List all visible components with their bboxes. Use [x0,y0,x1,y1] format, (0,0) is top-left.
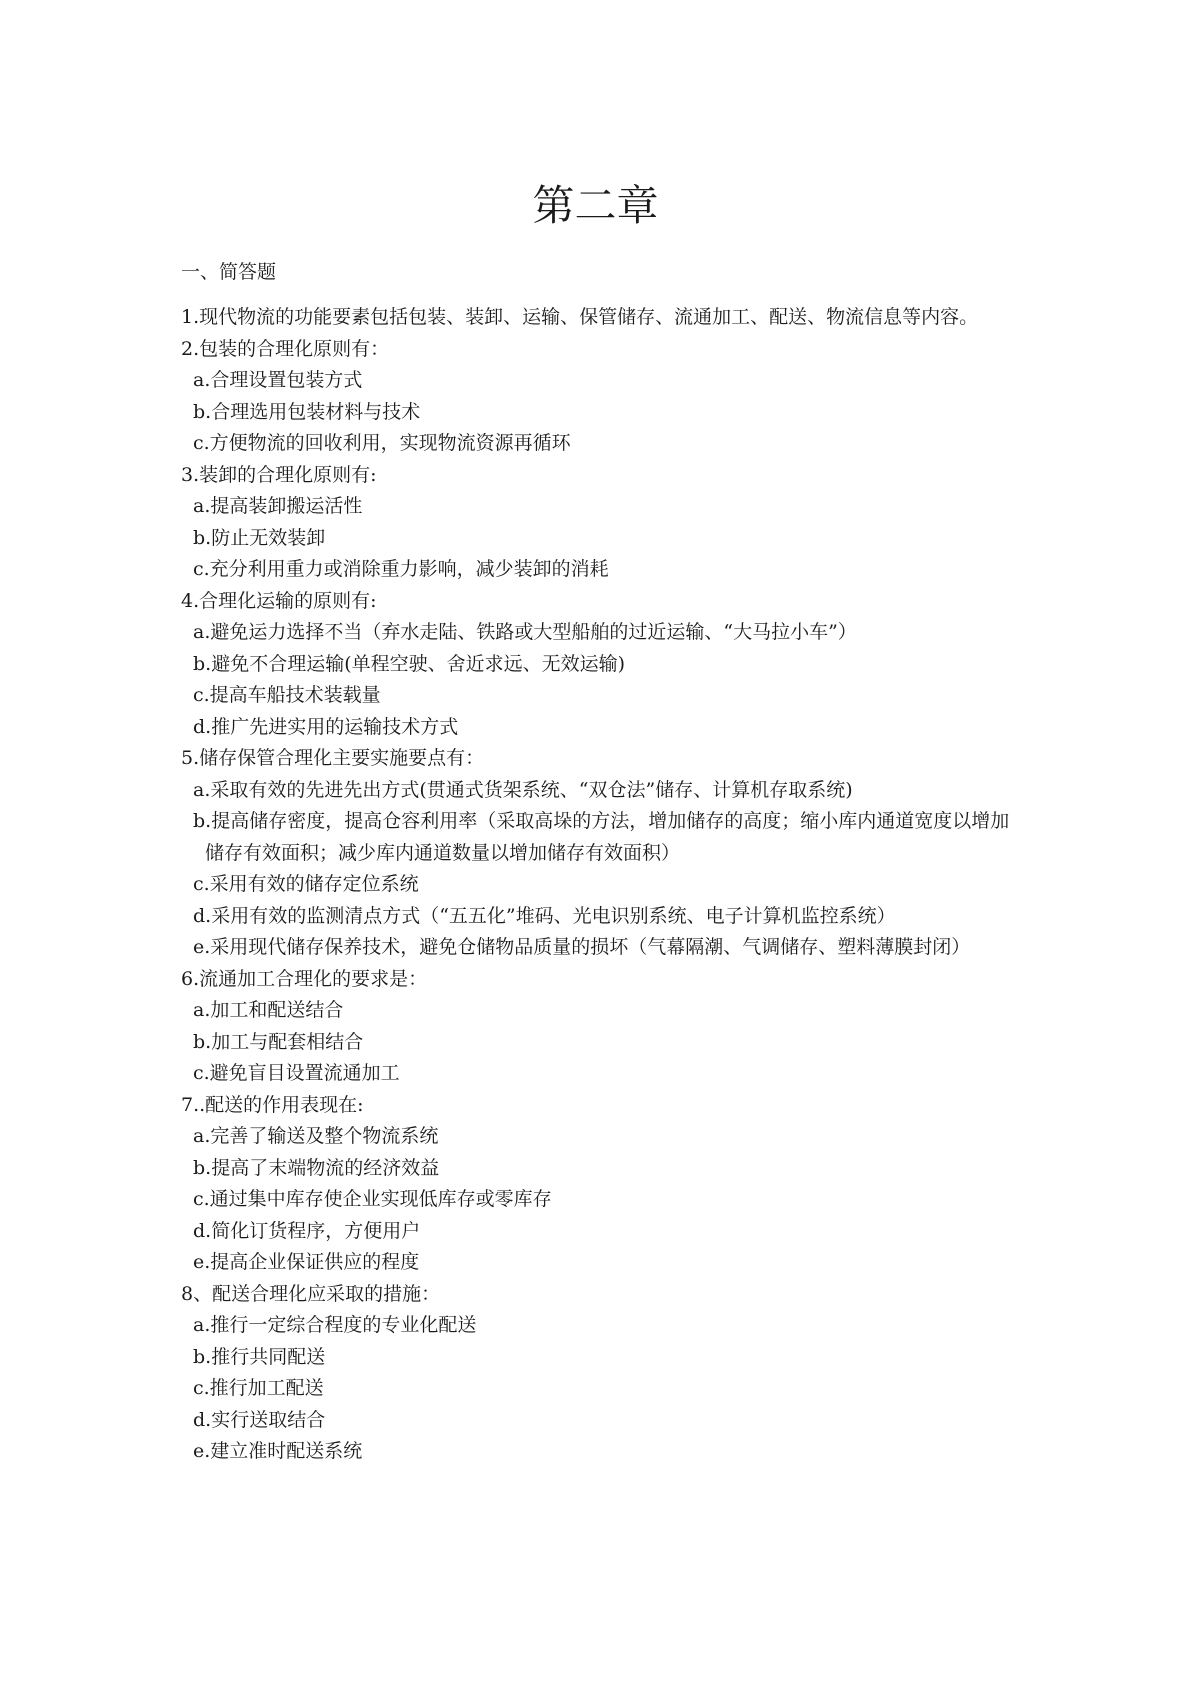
answer-item: b.提高储存密度，提高仓容利用率（采取高垛的方法，增加储存的高度；缩小库内通道宽度以增加储存有效面积；减少库内通道数量以增加储存有效面积） [193,810,1010,864]
answer-item: a.避免运力选择不当（弃水走陆、铁路或大型船舶的过近运输、“大马拉小车”） [193,621,857,643]
chapter-title: 第二章 [532,181,659,230]
answer-item: d.推广先进实用的运输技术方式 [193,715,459,738]
answer-item: d.实行送取结合 [193,1408,326,1431]
answer-item: b.避免不合理运输(单程空驶、舍近求远、无效运输) [193,652,626,675]
answer-item: a.采取有效的先进先出方式(贯通式货架系统、“双仓法”储存、计算机存取系统) [193,778,853,801]
answer-item: e.采用现代储存保养技术，避免仓储物品质量的损坏（气幕隔潮、气调储存、塑料薄膜封闭） [193,936,971,958]
question-title: 3.装卸的合理化原则有: [181,463,377,486]
section-heading: 一、简答题 [181,261,277,283]
answer-item: b.推行共同配送 [193,1345,326,1368]
answer-item: c.推行加工配送 [193,1377,324,1399]
answer-item: c.提高车船技术装载量 [193,684,381,706]
answer-item: b.防止无效装卸 [193,526,326,549]
answer-item: d.简化订货程序，方便用户 [193,1219,421,1242]
answer-item: a.加工和配送结合 [193,999,344,1021]
question-title: 6.流通加工合理化的要求是： [181,967,428,990]
answer-item: c.充分利用重力或消除重力影响，减少装卸的消耗 [193,558,609,580]
answer-item: c.方便物流的回收利用，实现物流资源再循环 [193,432,571,454]
answer-item: b.合理选用包装材料与技术 [193,400,421,423]
question-list [181,302,1021,1468]
answer-item: b.提高了末端物流的经济效益 [193,1156,440,1179]
answer-item: a.提高装卸搬运活性 [193,495,363,517]
answer-item: b.加工与配套相结合 [193,1030,364,1053]
question-title: 4.合理化运输的原则有: [181,589,377,612]
answer-item: c.采用有效的储存定位系统 [193,873,419,895]
answer-item: e.提高企业保证供应的程度 [193,1251,420,1273]
question-title: 5.储存保管合理化主要实施要点有： [181,747,485,769]
answer-item: c.通过集中库存使企业实现低库存或零库存 [193,1188,552,1210]
answer-item: a.推行一定综合程度的专业化配送 [193,1314,477,1336]
answer-item: d.采用有效的监测清点方式（“五五化”堆码、光电识别系统、电子计算机监控系统） [193,904,896,927]
answer-item: a.合理设置包装方式 [193,369,363,391]
answer-item: a.完善了输送及整个物流系统 [193,1125,439,1147]
question-title: 1.现代物流的功能要素包括包装、装卸、运输、保管储存、流通加工、配送、物流信息等内容。 [181,306,979,328]
question-title: 7..配送的作用表现在: [181,1093,364,1116]
question-title: 2.包装的合理化原则有： [181,337,390,360]
answer-item: c.避免盲目设置流通加工 [193,1062,400,1084]
answer-item: e.建立准时配送系统 [193,1440,363,1462]
question-title: 8、配送合理化应采取的措施： [181,1282,441,1305]
